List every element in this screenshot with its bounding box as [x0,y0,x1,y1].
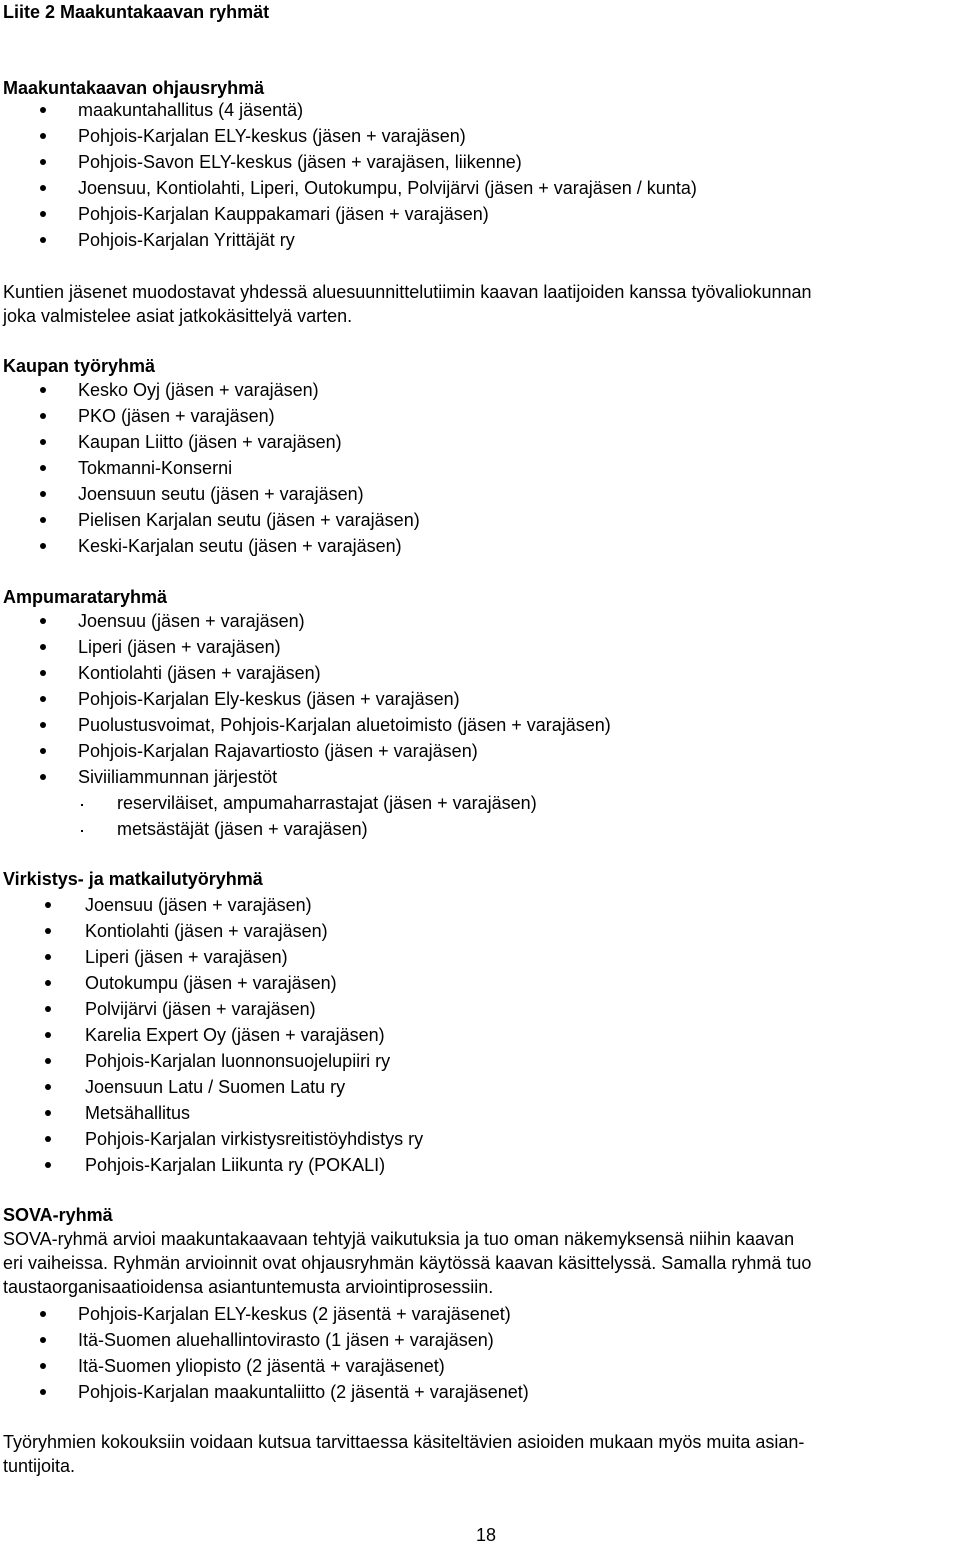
sova-text-line: taustaorganisaatioidensa asiantuntemusta arviointiprosessiin. [3,1277,494,1297]
ampumarata-heading: Ampumarataryhmä [3,587,168,607]
bullet-icon [40,1389,46,1395]
bullet-icon [45,1162,51,1168]
bullet-icon [45,902,51,908]
bullet-icon [40,237,46,243]
bullet-icon [40,491,46,497]
appendix-title: Liite 2 Maakuntakaavan ryhmät [3,2,270,22]
bullet-icon [40,185,46,191]
bullet-icon [45,1006,51,1012]
bullet-icon [40,774,46,780]
bullet-icon [40,517,46,523]
bullet-icon [81,804,83,806]
bullet-icon [40,1337,46,1343]
bullet-icon [40,439,46,445]
bullet-icon [45,928,51,934]
bullet-icon [45,1136,51,1142]
bullet-icon [40,644,46,650]
bullet-icon [40,1363,46,1369]
sova-text-line: SOVA-ryhmä arvioi maakuntakaavaan tehtyjä vaikutuksia ja tuo oman näkemyksensä niihin kaavan [3,1229,795,1249]
closing-line: tuntijoita. [3,1456,76,1476]
bullet-icon [45,954,51,960]
ohjausryhma-note-line: joka valmistelee asiat jatkokäsittelyä varten. [3,306,353,326]
sova-heading: SOVA-ryhmä [3,1205,113,1225]
bullet-icon [40,543,46,549]
ohjausryhma-heading: Maakuntakaavan ohjausryhmä [3,78,265,98]
sova-text-line: eri vaiheissa. Ryhmän arvioinnit ovat ohjausryhmän käytössä kaavan käsittelyssä. Samalla ryhmä tuo [3,1253,812,1273]
closing-line: Työryhmien kokouksiin voidaan kutsua tarvittaessa käsiteltävien asioiden mukaan myös muita asian- [3,1432,805,1452]
bullet-icon [40,159,46,165]
bullet-icon [45,1032,51,1038]
document-page: Liite 2 Maakuntakaavan ryhmät Maakuntakaavan ohjausryhmä maakuntahallitus (4 jäsentä) Pohjois-Karjalan ELY-keskus (jäsen + varajäsen) Pohjois-Savon ELY-keskus (jäsen + varajäsen, liikenne) Joensuu, Kontiolahti, Liperi, Outokumpu, Polvijärvi (jäsen + varajäsen / kunta) Pohjois-Karjalan Kauppakamari (jäsen + varajäsen) Pohjois-Karjalan Yrittäjät ry Kuntien jäsenet muodostavat yhdessä aluesuunnittelutiimin kaavan laatijoiden kanssa työvaliokunnan joka valmistelee asiat jatkokäsittelyä varten. Kaupan työryhmä Kesko Oyj (jäsen + varajäsen) PKO (jäsen + varajäsen) Kaupan Liitto (jäsen + varajäsen) Tokmanni-Konserni Joensuun seutu (jäsen + varajäsen) Pielisen Karjalan seutu (jäsen + varajäsen) Keski-Karjalan seutu (jäsen + varajäsen) Ampumarataryhmä Joensuu (jäsen + varajäsen) Liperi (jäsen + varajäsen) Kontiolahti (jäsen + varajäsen) Pohjois-Karjalan Ely-keskus (jäsen + varajäsen) Puolustusvoimat, Pohjois-Karjalan aluetoimisto (jäsen + varajäsen) Pohjois-Karjalan Rajavartiosto (jäsen + varajäsen) Siviiliammunnan järjestöt reserviläiset, ampumaharrastajat (jäsen + varajäsen) metsästäjät (jäsen + varajäsen) Virkistys- ja matkailutyöryhmä Joensuu (jäsen + varajäsen) Kontiolahti (jäsen + varajäsen) Liperi (jäsen + varajäsen) Outokumpu (jäsen + varajäsen) Polvijärvi (jäsen + varajäsen) Karelia Expert Oy (jäsen + varajäsen) Pohjois-Karjalan luonnonsuojelupiiri ry Joensuun Latu / Suomen Latu ry Metsähallitus Pohjois-Karjalan virkistysreitistöyhdistys ry Pohjois-Karjalan Liikunta ry (POKALI) SOVA-ryhmä SOVA-ryhmä arvioi maakuntakaavaan tehtyjä vaikutuksia ja tuo oman näkemyksensä niihin kaavan eri vaiheissa. Ryhmän arvioinnit ovat ohjausryhmän käytössä kaavan käsittelyssä. Samalla ryhmä tuo taustaorganisaatioidensa asiantuntemusta arviointiprosessiin. Pohjois-Karjalan ELY-keskus (2 jäsentä + varajäsenet) Itä-Suomen aluehallintovirasto (1 jäsen + varajäsen) Itä-Suomen yliopisto (2 jäsentä + varajäsenet) Pohjois-Karjalan maakuntaliitto (2 jäsentä + varajäsenet) Työryhmien kokouksiin voidaan kutsua tarvittaessa käsiteltävien asioiden mukaan myös muita asian- tuntijoita. 18 [0,0,960,1543]
page-number: 18 [475,1525,497,1545]
kaupan-heading: Kaupan työryhmä [3,356,156,376]
bullet-icon [40,387,46,393]
bullet-icon [45,980,51,986]
bullet-icon [45,1058,51,1064]
bullet-icon [40,211,46,217]
virkistys-heading: Virkistys- ja matkailutyöryhmä [3,869,263,889]
bullet-icon [40,618,46,624]
bullet-icon [40,722,46,728]
bullet-icon [45,1084,51,1090]
bullet-icon [40,133,46,139]
bullet-icon [40,748,46,754]
bullet-icon [40,1311,46,1317]
bullet-icon [40,670,46,676]
bullet-icon [45,1110,51,1116]
bullet-icon [40,413,46,419]
bullet-icon [40,696,46,702]
bullet-icon [40,107,46,113]
bullet-icon [40,465,46,471]
ohjausryhma-note-line: Kuntien jäsenet muodostavat yhdessä aluesuunnittelutiimin kaavan laatijoiden kanssa työvaliokunnan [3,282,812,302]
bullet-icon [81,830,83,832]
